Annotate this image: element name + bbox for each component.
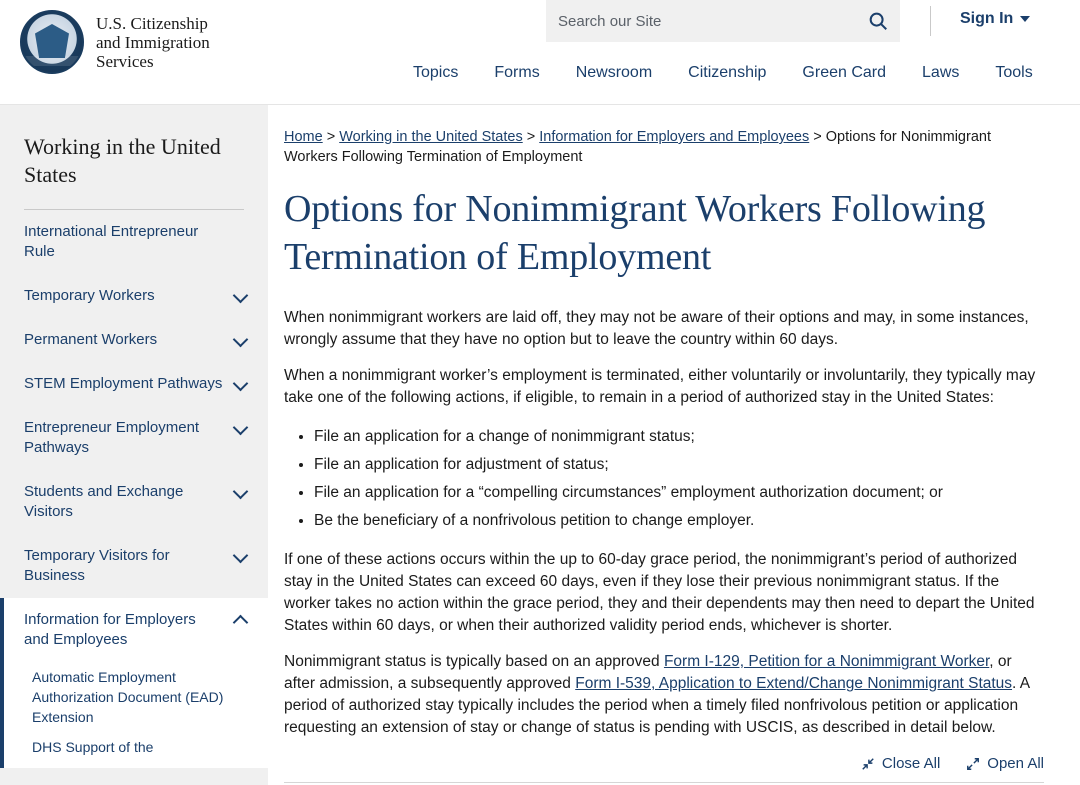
nav-item-green-card[interactable]: Green Card [802, 64, 887, 81]
sidebar-item-label: Permanent Workers [24, 331, 158, 348]
sidebar-item-label: Entrepreneur Employment Pathways [24, 419, 200, 456]
chevron-down-icon [233, 376, 249, 392]
dhs-seal-icon [20, 10, 84, 74]
paragraph-text-part-3: . A period of authorized stay typically includes the period when a timely filed nonfrivolous petition or application requesting an extension of stay or change of status is pending with USCIS, as described in detail below. [284, 675, 1030, 736]
close-all-button[interactable] [861, 755, 940, 772]
sidebar-item-label: STEM Employment Pathways [24, 375, 223, 392]
nav-item-topics[interactable]: Topics [413, 64, 459, 81]
sidebar-item-label: Information for Employers and Employees [24, 611, 196, 648]
chevron-down-icon [233, 332, 249, 348]
sidebar-item-label: Temporary Visitors for Business [24, 547, 170, 584]
nav-item-tools[interactable]: Tools [995, 64, 1033, 81]
open-all-label: Open All [987, 755, 1044, 772]
chevron-down-icon [233, 420, 249, 436]
breadcrumb [284, 127, 1044, 167]
paragraph-text-part-2: , or after admission, a subsequently approved [284, 653, 1012, 692]
sidebar-title: Working in the United States [24, 134, 221, 187]
search-icon [867, 10, 889, 32]
sidebar-subitem-dhs-support[interactable]: DHS Support of the [32, 739, 154, 755]
options-list [284, 423, 1044, 535]
sidebar-item-international-entrepreneur-rule[interactable] [0, 210, 268, 274]
page-title: Options for Nonimmigrant Workers Following Termination of Employment [284, 188, 986, 278]
sidebar-item-label: International Entrepreneur Rule [24, 223, 199, 260]
sidebar-item-information-for-employers-and-employees[interactable] [0, 598, 268, 662]
chevron-down-icon [233, 288, 249, 304]
sidebar-item-stem-employment-pathways[interactable] [0, 362, 268, 406]
search-button[interactable] [856, 0, 900, 42]
sidebar-item-entrepreneur-employment-pathways[interactable] [0, 406, 268, 470]
agency-name-line-2: and Immigration [96, 32, 210, 52]
search-input[interactable] [546, 1, 856, 41]
sidebar-sublist [0, 662, 268, 768]
sidebar-item-temporary-workers[interactable] [0, 274, 268, 318]
list-item: • File an application for adjustment of status; [314, 451, 1044, 479]
agency-name [96, 14, 210, 71]
sidebar-item-permanent-workers[interactable] [0, 318, 268, 362]
sidebar-item-label: Students and Exchange Visitors [24, 483, 184, 520]
breadcrumb-separator: > [326, 129, 336, 145]
breadcrumb-separator: > [526, 129, 536, 145]
nonimmigrant-status-paragraph [284, 651, 1044, 739]
main-content [268, 105, 1080, 785]
breadcrumb-current: Options for Nonimmigrant Workers Following Termination of Employment [284, 129, 991, 165]
page-body [0, 105, 1080, 785]
breadcrumb-link-home[interactable]: Home [284, 129, 323, 145]
intro-paragraph-2: When a nonimmigrant worker’s employment is terminated, either voluntarily or involuntarily, they typically may take one of the following actions, if eligible, to remain in a period of authorized stay in the United States: [284, 367, 1036, 406]
chevron-down-icon [1020, 16, 1030, 22]
list-item: • File an application for a change of nonimmigrant status; [314, 423, 1044, 451]
nav-item-forms[interactable]: Forms [494, 64, 540, 81]
sidebar-subitem-ead-extension[interactable]: Automatic Employment Authorization Document (EAD) Extension [32, 669, 224, 725]
accordion-controls [284, 755, 1044, 783]
site-logo[interactable] [20, 10, 210, 74]
sidebar-item-label: Temporary Workers [24, 287, 155, 304]
collapse-arrows-icon [861, 757, 875, 771]
paragraph-text-part-1: Nonimmigrant status is typically based on an approved [284, 653, 664, 670]
sidebar-item-temporary-visitors-for-business[interactable] [0, 534, 268, 598]
link-form-i-539[interactable]: Form I-539, Application to Extend/Change Nonimmigrant Status [575, 675, 1013, 692]
site-search [546, 0, 900, 42]
list-item: • Be the beneficiary of a nonfrivolous petition to change employer. [314, 507, 1044, 535]
link-form-i-129[interactable]: Form I-129, Petition for a Nonimmigrant Worker [663, 653, 990, 670]
breadcrumb-separator: > [813, 129, 822, 145]
chevron-down-icon [233, 548, 249, 564]
expand-arrows-icon [966, 757, 980, 771]
nav-item-newsroom[interactable]: Newsroom [575, 64, 653, 81]
breadcrumb-link-information-for-employers-and-employees[interactable]: Information for Employers and Employees [539, 129, 810, 145]
sign-in-label: Sign In [960, 10, 1014, 27]
header-divider [930, 6, 931, 36]
close-all-label: Close All [881, 755, 941, 772]
agency-name-line-3: Services [96, 51, 154, 71]
breadcrumb-link-working-in-the-united-states[interactable]: Working in the United States [339, 129, 523, 145]
sidebar-item-students-and-exchange-visitors[interactable] [0, 470, 268, 534]
intro-paragraph-1: When nonimmigrant workers are laid off, they may not be aware of their options and may, in some instances, wrongly assume that they have no option but to leave the country within 60 days. [284, 309, 1029, 348]
agency-name-line-1: U.S. Citizenship [96, 13, 208, 33]
list-item: • File an application for a “compelling circumstances” employment authorization document; or [314, 479, 1044, 507]
chevron-down-icon [233, 484, 249, 500]
sign-in-menu[interactable] [960, 10, 1030, 28]
main-navigation [395, 58, 1051, 88]
nav-item-citizenship[interactable]: Citizenship [688, 64, 767, 81]
grace-period-paragraph: If one of these actions occurs within the up to 60-day grace period, the nonimmigrant’s period of authorized stay in the United States can exceed 60 days, even if they lose their previous nonimmigrant status. If the worker takes no action within the grace period, they and their dependents may then need to depart the United States within 60 days, or when their authorized validity period ends, whichever is shorter. [284, 551, 1035, 634]
chevron-up-icon [233, 615, 249, 631]
open-all-button[interactable] [966, 755, 1044, 772]
site-header [0, 0, 1080, 105]
nav-item-laws[interactable]: Laws [922, 64, 960, 81]
sidebar [0, 105, 268, 785]
